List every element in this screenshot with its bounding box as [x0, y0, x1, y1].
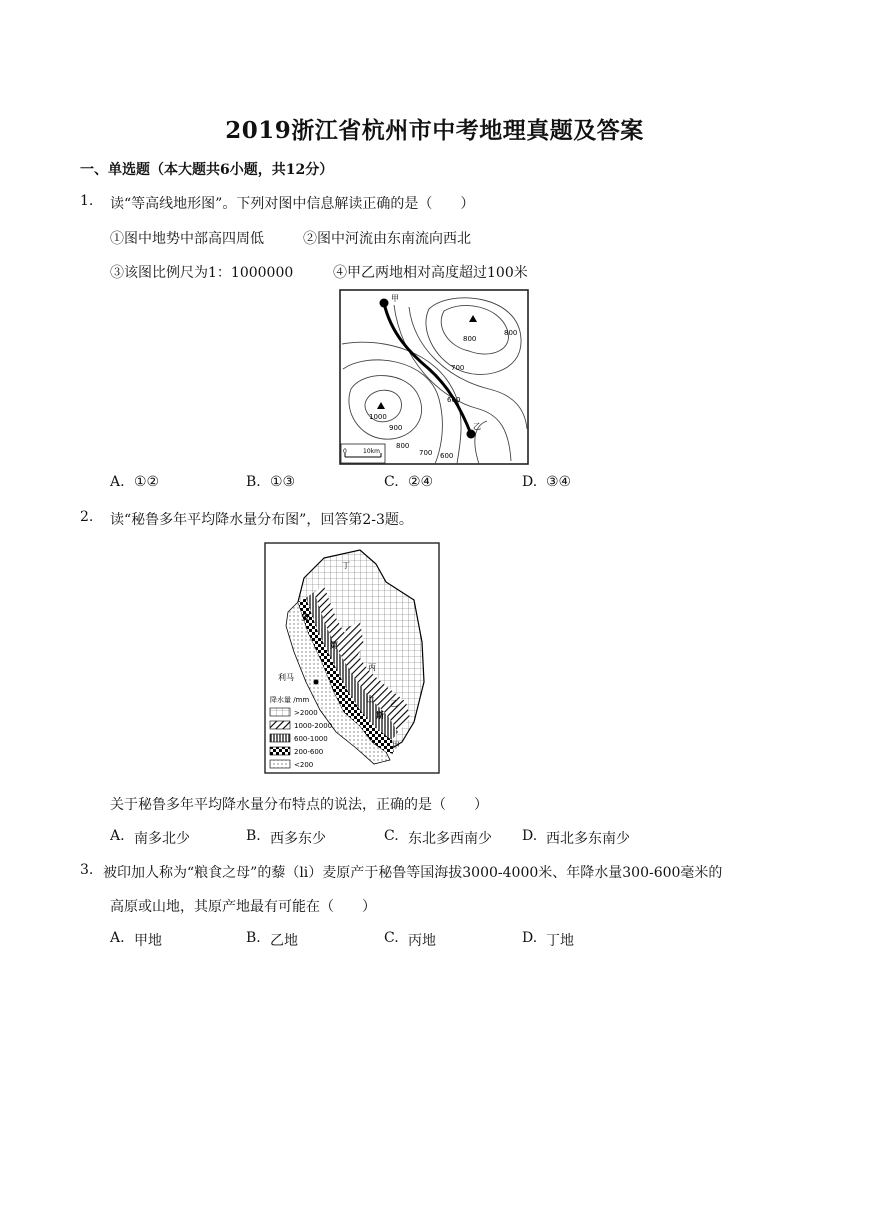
contour-label: 800	[463, 335, 477, 343]
contour-label: 600	[447, 396, 461, 404]
q1-statement: ④甲乙两地相对高度超过100米	[333, 265, 528, 281]
q3-option-b-letter: B.	[246, 930, 261, 946]
q1-option-d-text[interactable]: ③④	[546, 474, 572, 490]
region-label-shan: 山	[366, 695, 374, 704]
q2-stem: 读“秘鲁多年平均降水量分布图”，回答第2-3题。	[110, 512, 413, 528]
legend-item: <200	[294, 761, 314, 769]
contour-map	[339, 289, 529, 465]
point-yi-label: 乙	[473, 422, 481, 431]
q1-statement: ③该图比例尺为1：1000000	[110, 265, 294, 281]
q2-option-d-letter: D.	[522, 828, 538, 844]
region-label-di: 第	[330, 641, 338, 650]
contour-label: 800	[396, 442, 410, 450]
contour-label: 900	[389, 424, 403, 432]
city-lima-icon	[314, 680, 319, 685]
q3-option-d-letter: D.	[522, 930, 538, 946]
region-label-bing: 丙	[368, 663, 376, 672]
q3-stem-line2: 高原或山地，其原产地最有可能在（ ）	[110, 899, 376, 915]
page-title: 2019浙江省杭州市中考地理真题及答案	[225, 117, 644, 144]
region-label-ding: 丁	[342, 561, 350, 570]
q3-option-b-text[interactable]: 乙地	[270, 933, 298, 949]
q1-option-d-letter: D.	[522, 474, 538, 490]
q2-option-a-text[interactable]: 南多北少	[134, 831, 190, 847]
contour-label: 700	[419, 449, 433, 457]
point-jia-icon	[380, 299, 389, 308]
legend-item: 1000-2000	[294, 722, 333, 730]
legend-item: >2000	[294, 709, 318, 717]
region-label-yi: 乙	[390, 699, 398, 708]
peru-precipitation-map	[264, 542, 440, 774]
contour-label: 600	[440, 452, 454, 460]
q3-option-c-letter: C.	[384, 930, 399, 946]
region-label-si: 斯	[376, 711, 384, 720]
legend-title: 降水量 /mm	[270, 696, 310, 704]
q1-option-c-letter: C.	[384, 474, 399, 490]
q1-option-b-text[interactable]: ①③	[270, 474, 296, 490]
q3-option-c-text[interactable]: 丙地	[408, 933, 436, 949]
q1-number: 1.	[80, 193, 94, 209]
legend-item: 600-1000	[294, 735, 328, 743]
q2-option-c-text[interactable]: 东北多西南少	[408, 831, 492, 847]
contour-label: 1000	[369, 413, 387, 421]
q2-option-b-letter: B.	[246, 828, 261, 844]
q3-option-d-text[interactable]: 丁地	[546, 933, 574, 949]
q2-question: 关于秘鲁多年平均降水量分布特点的说法，正确的是（ ）	[110, 797, 488, 813]
contour-label: 700	[451, 364, 465, 372]
q3-number: 3.	[80, 862, 94, 878]
q3-option-a-text[interactable]: 甲地	[134, 933, 162, 949]
q2-option-b-text[interactable]: 西多东少	[270, 831, 326, 847]
q1-option-a-letter: A.	[110, 474, 125, 490]
q1-option-a-text[interactable]: ①②	[134, 474, 160, 490]
region-label-jia: 甲	[392, 741, 400, 750]
section-heading: 一、单选题（本大题共6小题，共12分）	[80, 162, 334, 178]
q1-option-c-text[interactable]: ②④	[408, 474, 434, 490]
q3-stem-line1: 被印加人称为“粮食之母”的藜（li）麦原产于秘鲁等国海拔3000-4000米、年降水量300-600毫米的	[103, 865, 723, 881]
q2-option-d-text[interactable]: 西北多东南少	[546, 831, 630, 847]
contour-label: 800	[504, 329, 518, 337]
q2-number: 2.	[80, 509, 94, 525]
q1-statement: ②图中河流由东南流向西北	[303, 231, 471, 247]
q2-option-c-letter: C.	[384, 828, 399, 844]
q1-statement: ①图中地势中部高四周低	[110, 231, 264, 247]
q3-option-a-letter: A.	[110, 930, 125, 946]
scale-end: 10km	[363, 448, 380, 455]
q2-option-a-letter: A.	[110, 828, 125, 844]
q1-stem: 读“等高线地形图”。下列对图中信息解读正确的是（ ）	[110, 196, 475, 212]
q1-option-b-letter: B.	[246, 474, 261, 490]
scale-start: 0	[343, 448, 347, 455]
region-label-an: 安	[302, 613, 310, 622]
city-label: 利马	[278, 673, 294, 682]
point-jia-label: 甲	[391, 294, 399, 303]
legend-item: 200-600	[294, 748, 324, 756]
